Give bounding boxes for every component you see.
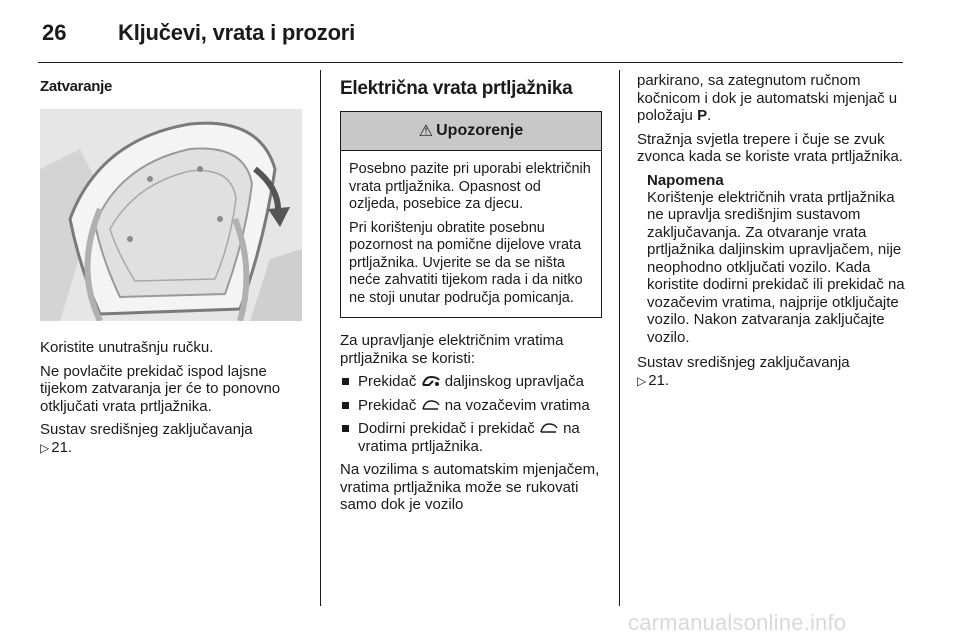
subheading-closing: Zatvaranje: [40, 78, 113, 95]
reference-central-locking-2: Sustav središnjeg zaključavanja ▷ 21.: [637, 354, 850, 389]
column-divider-2: [619, 70, 620, 606]
page-reference-arrow-icon: ▷: [40, 440, 50, 455]
tailgate-image: [40, 109, 302, 321]
warning-header: [341, 112, 601, 151]
list-item: Dodirni prekidač i prekidač na vratima prtljažnika.: [340, 420, 602, 455]
reference-page: 21.: [51, 438, 73, 456]
warning-box: [340, 111, 602, 318]
bullet-square: [342, 402, 349, 409]
page-number: 26: [42, 20, 67, 45]
warning-text-2: Pri korištenju obratite posebnu pozornost na pomične dijelove vrata prtljažnika. Uvjerite se da se ništa neće zahvatiti tijekom rada i da nitko ne stoji unutar područja pomicanja.: [349, 219, 583, 306]
bullet-square: [342, 425, 349, 432]
column-power-tailgate: [340, 72, 602, 520]
tail-lights-text: Stražnja svjetla trepere i čuje se zvuk zvonca kada se koriste vrata prtljažnika.: [637, 130, 903, 165]
tailgate-switch-icon: [539, 421, 559, 435]
column-closing: [40, 72, 302, 463]
note-text: Korištenje električnih vrata prtljažnika ne upravlja središnjim sustavom zaključavanja. Za otvaranje vrata prtljažnika daljinskim upravljačem, nije neophodno otključati vozilo. Kada koristite dodirni prekidač ili prekidač na vozačevim vratima, najprije otključajte vozilo. Nakon zatvaranja zaključajte vozilo.: [647, 188, 905, 346]
chapter-title: Ključevi, vrata i prozori: [118, 20, 356, 45]
tailgate-switch-icon: [421, 398, 441, 412]
page-reference-arrow-icon: ▷: [637, 373, 647, 388]
remote-tailgate-switch-icon: [421, 374, 441, 388]
gear-position-p: P: [697, 107, 708, 124]
warning-title: Upozorenje: [436, 122, 524, 139]
note-title: Napomena: [647, 171, 724, 189]
section-heading: Električna vrata prtljažnika: [340, 78, 573, 99]
operation-list: [340, 373, 602, 455]
reference-central-locking: Sustav središnjeg zaključavanja ▷ 21.: [40, 421, 253, 456]
watermark: carmanualsonline.info: [628, 610, 847, 635]
column-continued: [637, 72, 907, 396]
page-header: [38, 18, 903, 63]
column-divider-1: [320, 70, 321, 606]
instruction-do-not-pull: Ne povlačite prekidač ispod lajsne tijekom zatvaranja jer će to ponovno otključati vrata prtljažnika.: [40, 362, 281, 415]
list-item: Prekidač daljinskog upravljača: [340, 373, 602, 391]
bullet-square: [342, 378, 349, 385]
warning-body: [341, 151, 601, 317]
warning-text-1: Posebno pazite pri uporabi električnih vrata prtljažnika. Opasnost od ozljeda, posebice za djecu.: [349, 161, 591, 212]
warning-triangle-icon: ⚠: [418, 123, 434, 140]
parking-condition-text: parkirano, sa zategnutom ručnom kočnicom i dok je automatski mjenjač u položaju P.: [637, 72, 898, 124]
instruction-use-handle: Koristite unutrašnju ručku.: [40, 339, 214, 356]
list-item: Prekidač na vozačevim vratima: [340, 397, 602, 415]
reference-page: 21.: [648, 371, 670, 389]
tailgate-illustration: [40, 109, 302, 321]
operation-intro: Za upravljanje električnim vratima prtljažnika se koristi:: [340, 332, 564, 367]
note-box: [637, 172, 907, 347]
automatic-transmission-text: Na vozilima s automatskim mjenjačem, vratima prtljažnika može se rukovati samo dok je vozilo: [340, 461, 600, 513]
